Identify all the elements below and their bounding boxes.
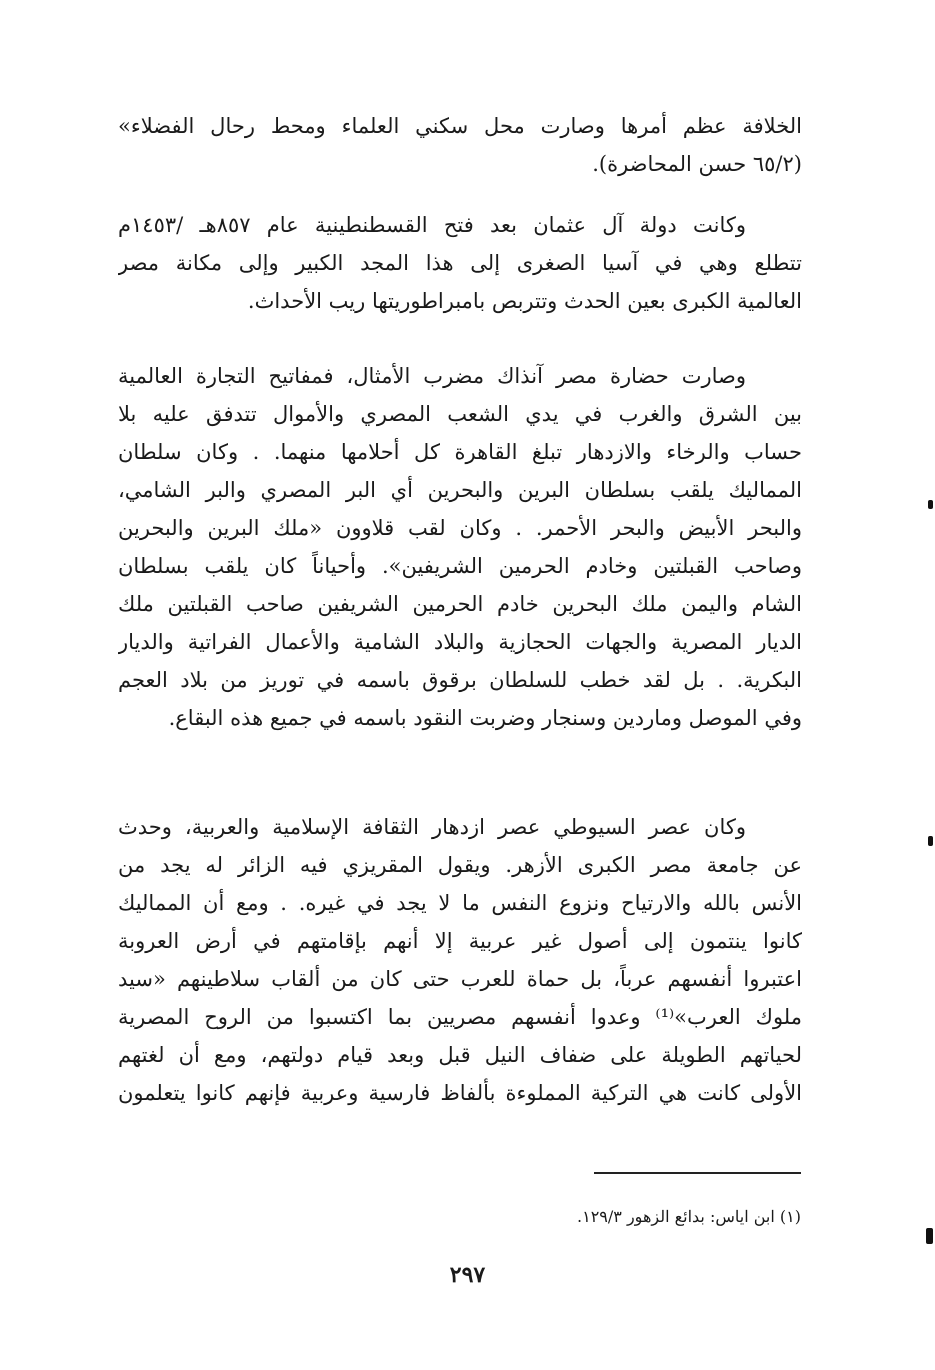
text-line: وفي الموصل وماردين وسنجار وضربت النقود باسمه في جميع هذه البقاع.: [168, 706, 802, 730]
text-line: المماليك يلقب بسلطان البرين والبحرين أي البر المصري والبر الشامي،: [118, 478, 802, 502]
text-line: وصاحب القبلتين وخادم الحرمين الشريفين». وأحياناً كان يلقب بسلطان: [118, 554, 802, 578]
text-line: كانوا ينتمون إلى أصول غير عربية إلا أنهم بإقامتهم في أرض العروبة: [118, 929, 802, 953]
text-line: ملوك العرب»⁽¹⁾ وعدوا أنفسهم مصريين بما اكتسبوا من الروح المصرية: [118, 1005, 802, 1029]
footnote: (١) ابن اياس: بدائع الزهور ١٢٩/٣.: [577, 1207, 801, 1226]
text-line: الأولى كانت هي التركية المملوءة بألفاظ فارسية وعربية فإنهم كانوا يتعلمون: [118, 1081, 802, 1105]
paragraph-1: [118, 107, 802, 183]
text-line: وصارت حضارة مصر آنذاك مضرب الأمثال، فمفاتيح التجارة العالمية: [118, 364, 746, 388]
text-line: بين الشرق والغرب في يدي الشعب المصري والأموال تتدفق عليه بلا: [118, 402, 802, 426]
text-line: اعتبروا أنفسهم عرباً، بل حماة للعرب حتى كان من ألقاب سلاطينهم «سيد: [118, 967, 802, 991]
text-line: تتطلع وهي في آسيا الصغرى إلى هذا المجد الكبير وإلى مكانة مصر: [118, 251, 802, 275]
text-line: وكانت دولة آل عثمان بعد فتح القسطنطينية عام ٨٥٧هـ /١٤٥٣م: [118, 213, 746, 237]
paragraph-2: [118, 206, 802, 320]
text-line: عن جامعة مصر الكبرى الأزهر. ويقول المقريزي فيه الزائر له يجد من: [118, 853, 802, 877]
text-line: وكان عصر السيوطي عصر ازدهار الثقافة الإسلامية والعربية، وحدث: [118, 815, 746, 839]
scan-edge-mark: [926, 1228, 933, 1244]
text-line: الأنس بالله والارتياح ونزوع النفس ما لا يجد في غيره. . ومع أن المماليك: [118, 891, 802, 915]
text-line: العالمية الكبرى بعين الحدث وتتربص بامبراطوريتها ريب الأحداث.: [247, 289, 802, 313]
text-line: الديار المصرية والجهات الحجازية والبلاد الشامية والأعمال الفراتية والديار: [118, 630, 802, 654]
page-number: ٢٩٧: [449, 1262, 486, 1288]
scan-edge-mark: [928, 500, 933, 509]
footnote-separator: [594, 1172, 801, 1174]
text-line: حساب والرخاء والازدهار تبلغ القاهرة كل أحلامها منهما. . وكان سلطان: [118, 440, 802, 464]
text-line: البكرية. . بل لقد خطب للسلطان برقوق باسمه في توريز من بلاد العجم: [118, 668, 802, 692]
paragraph-3: [118, 357, 802, 737]
paragraph-4: [118, 808, 802, 1112]
text-line: لحياتهم الطويلة على ضفاف النيل قبل وبعد قيام دولتهم، ومع أن لغتهم: [118, 1043, 802, 1067]
text-line: والبحر الأبيض والبحر الأحمر. . وكان لقب قلاوون «ملك البرين والبحرين: [118, 516, 802, 540]
scan-edge-mark: [928, 836, 933, 846]
text-line: الشام واليمن ملك البحرين خادم الحرمين الشريفين صاحب القبلتين ملك: [118, 592, 802, 616]
text-line: الخلافة عظم أمرها وصارت محل سكني العلماء ومحط رحال الفضلاء»: [118, 114, 802, 138]
text-line: (٦٥/٢ حسن المحاضرة).: [592, 152, 802, 176]
